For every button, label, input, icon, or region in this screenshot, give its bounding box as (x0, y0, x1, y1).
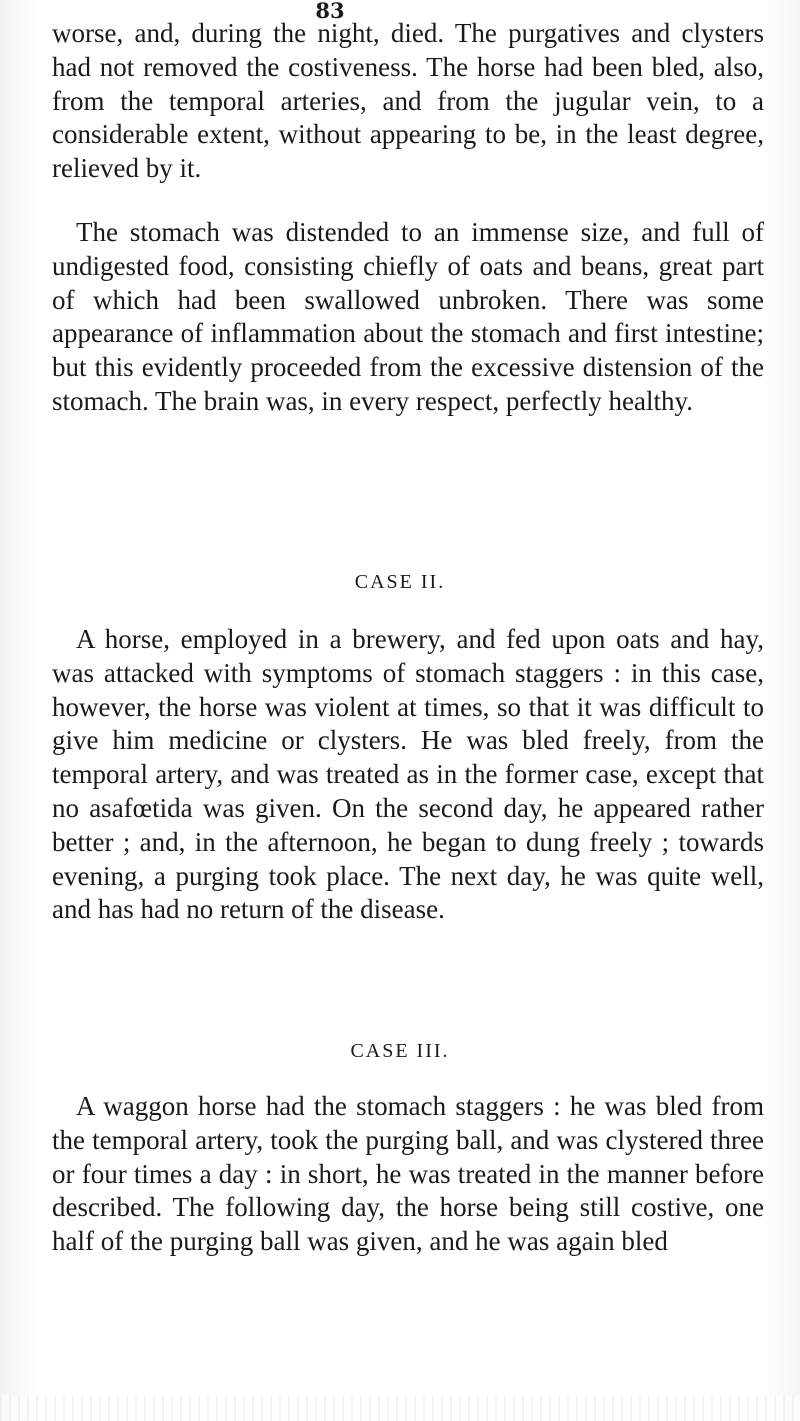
paragraph-text: A waggon horse had the stomach staggers : he was bled from the temporal artery, took the purging ball, and was clystered three or four times a day : in short, he was treated in the manner before described. The following day, the horse being still costive, one half of the purging ball was given, and he was again bled (52, 1091, 764, 1257)
page-bottom-edge (0, 1395, 800, 1421)
case-2-paragraph (52, 623, 764, 927)
page-number: 83 (315, 0, 345, 22)
case-2-heading: CASE II. (354, 571, 446, 593)
case-1-conclusion-paragraph (52, 17, 764, 186)
paragraph-text: worse, and, during the night, died. The purgatives and clysters had not removed the costiveness. The horse had been bled, also, from the temporal arteries, and from the jugular vein, to a considerable extent, without appearing to be, in the least degree, relieved by it. (52, 18, 764, 184)
paragraph-text: The stomach was distended to an immense size, and full of undigested food, consisting chiefly of oats and beans, great part of which had been swallowed unbroken. There was some appearance of inflammation about the stomach and first intestine; but this evidently proceeded from the excessive distension of the stomach. The brain was, in every respect, perfectly healthy. (52, 217, 764, 416)
case-1-postmortem-paragraph (52, 216, 764, 419)
case-3-heading: CASE III. (350, 1040, 450, 1062)
paragraph-text: A horse, employed in a brewery, and fed upon oats and hay, was attacked with symptoms of stomach staggers : in this case, however, the horse was violent at times, so that it was difficult to give him medicine or clysters. He was bled freely, from the temporal artery, and was treated as in the former case, except that no asafœtida was given. On the second day, he appeared rather better ; and, in the afternoon, he began to dung freely ; towards evening, a purging took place. The next day, he was quite well, and has had no return of the disease. (52, 624, 764, 925)
case-3-paragraph (52, 1090, 764, 1259)
